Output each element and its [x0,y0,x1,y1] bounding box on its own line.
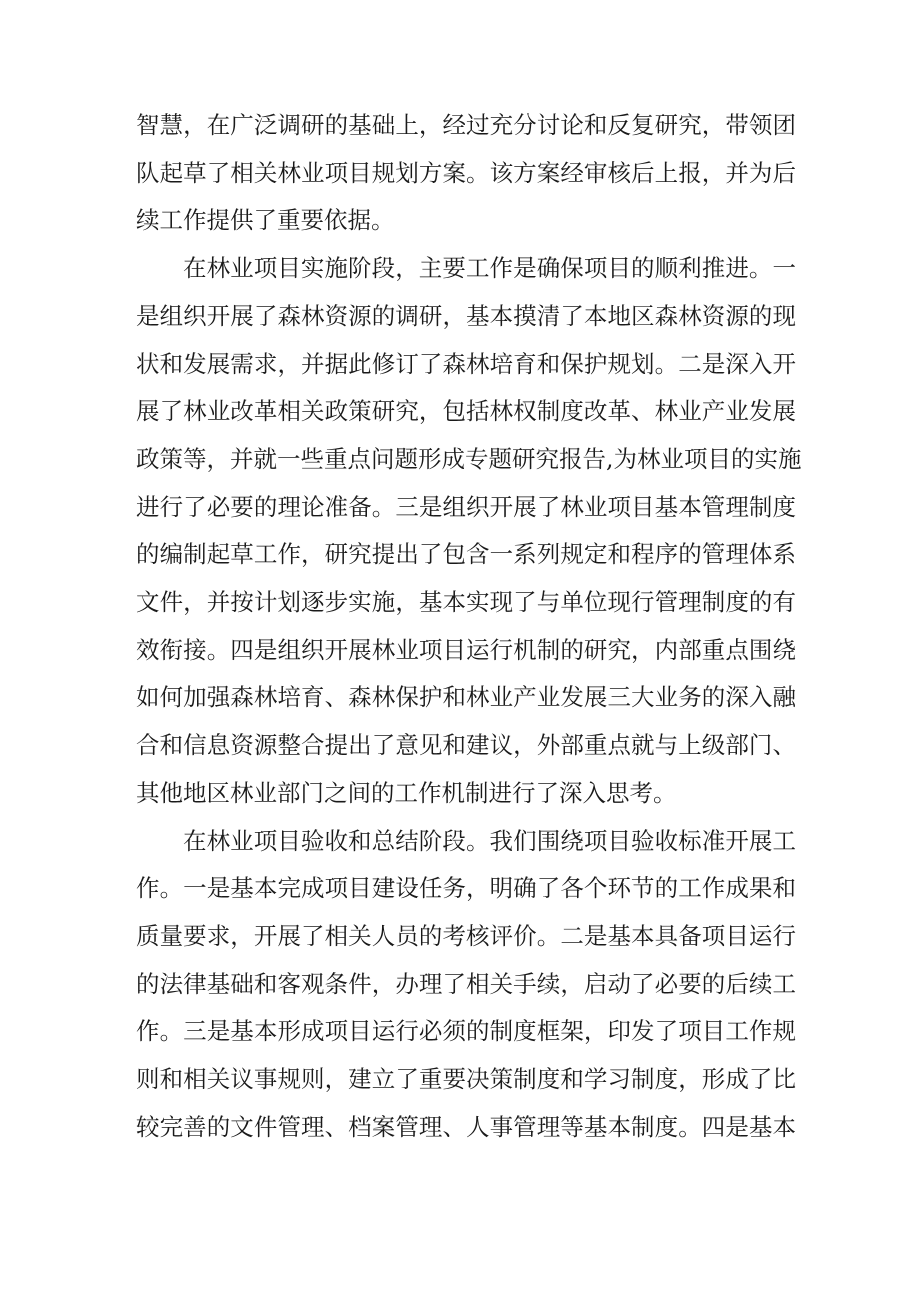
text-line: 智慧，在广泛调研的基础上，经过充分讨论和反复研究，带领团 [136,111,796,139]
paragraph-implementation-stage [136,245,802,817]
paragraph-acceptance-stage [136,818,796,1152]
text-line: 的法律基础和客观条件，办理了相关手续，启动了必要的后续工 [136,969,796,998]
text-line: 的编制起草工作，研究提出了包含一系列规定和程序的管理体系 [136,540,796,569]
text-line: 政策等，并就一些重点问题形成专题研究报告,为林业项目的实施 [136,444,802,473]
text-line: 是组织开展了森林资源的调研，基本摸清了本地区森林资源的现 [136,301,796,330]
text-line: 质量要求，开展了相关人员的考核评价。二是基本具备项目运行 [136,921,796,950]
text-line: 则和相关议事规则，建立了重要决策制度和学习制度，形成了比 [136,1065,796,1094]
text-line: 进行了必要的理论准备。三是组织开展了林业项目基本管理制度 [136,492,796,521]
paragraph-planning-continuation [136,102,796,245]
text-line: 合和信息资源整合提出了意见和建议，外部重点就与上级部门、 [136,731,796,760]
text-line: 作。三是基本形成项目运行必须的制度框架，印发了项目工作规 [136,1017,796,1046]
text-line: 在林业项目验收和总结阶段。我们围绕项目验收标准开展工 [183,826,796,855]
text-line: 文件，并按计划逐步实施，基本实现了与单位现行管理制度的有 [136,588,796,617]
text-line: 续工作提供了重要依据。 [136,206,395,235]
text-line: 队起草了相关林业项目规划方案。该方案经审核后上报，并为后 [136,158,796,187]
text-line: 效衔接。四是组织开展林业项目运行机制的研究，内部重点围绕 [136,635,796,664]
text-line: 展了林业改革相关政策研究，包括林权制度改革、林业产业发展 [136,397,796,426]
text-line: 状和发展需求，并据此修订了森林培育和保护规划。二是深入开 [136,349,796,378]
text-line: 较完善的文件管理、档案管理、人事管理等基本制度。四是基本 [136,1112,796,1141]
document-body [136,102,802,1151]
text-line: 在林业项目实施阶段，主要工作是确保项目的顺利推进。一 [183,254,796,283]
text-line: 其他地区林业部门之间的工作机制进行了深入思考。 [136,778,677,807]
text-line: 如何加强森林培育、森林保护和林业产业发展三大业务的深入融 [136,683,796,712]
text-line: 作。一是基本完成项目建设任务，明确了各个环节的工作成果和 [136,874,796,903]
